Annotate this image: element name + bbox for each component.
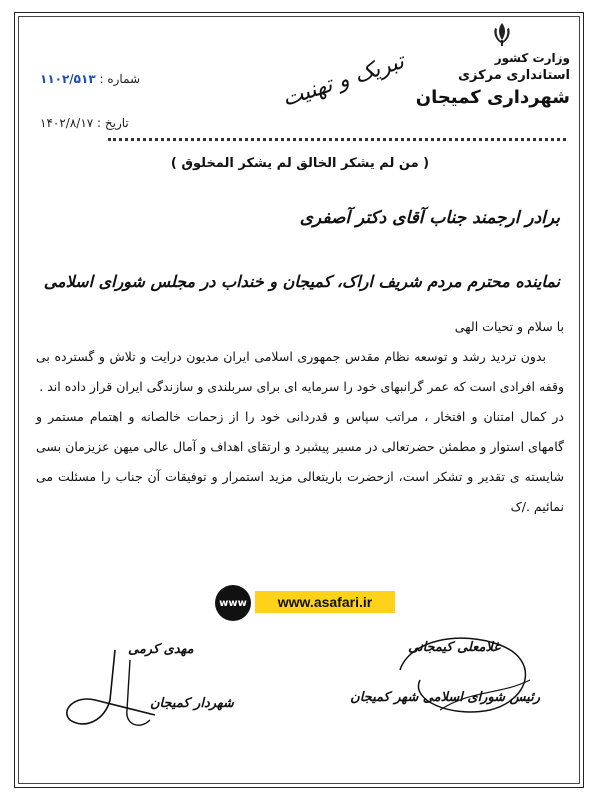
- letter-date: [40, 116, 129, 130]
- watermark: [205, 585, 405, 621]
- watermark-site: www.asafari.ir: [255, 591, 395, 613]
- right-signature-scribble-icon: [380, 630, 550, 720]
- greeting: با سلام و تحیات الهی: [454, 319, 564, 334]
- handwritten-stamp: تبریک و تهنیت: [279, 49, 408, 112]
- dotted-divider: [108, 138, 566, 141]
- number-value: ۱۱۰۲/۵۱۳: [40, 72, 96, 86]
- recipient-line2: نماینده محترم مردم شریف اراک، کمیجان و خنداب در مجلس شورای اسلامی: [43, 272, 560, 291]
- letter-body: [36, 312, 564, 522]
- governorate-name: استانداری مرکزی: [458, 68, 570, 83]
- watermark-circle: www: [215, 585, 251, 621]
- paragraph-1: بدون تردید رشد و توسعه نظام مقدس جمهوری اسلامی ایران مدیون درایت و تلاش و گسترده بی وقفه افرادی است که عمر گرانبهای خود را سرمایه ای برای سربلندی و سازندگی ایران قرار داده اند .: [36, 349, 564, 394]
- paragraph-2: در کمال امتنان و افتخار ، مراتب سپاس و قدردانی خود را از زحمات خالصانه و اهتمام مستمر و گامهای استوار و مطمئن حضرتعالی در مسیر پیشبرد و ارتقای اهداف و آمال عالی میهن عزیزمان بسی شایسته ی تقدیر و تشکر است، ازحضرت باریتعالی مزید استمرار و توفیقات آن جناب را مسئلت می نمائیم ./ک: [36, 409, 564, 514]
- date-label: تاریخ :: [97, 116, 129, 130]
- ministry-name: وزارت کشور: [494, 51, 570, 65]
- number-label: شماره :: [99, 72, 141, 86]
- opening-quote: ( من لم یشکر الخالق لم یشکر المخلوق ): [170, 156, 430, 171]
- right-signature-title: رئیس شورای اسلامی شهر کمیجان: [350, 690, 540, 705]
- date-value: ۱۴۰۲/۸/۱۷: [40, 116, 94, 130]
- iran-emblem-icon: [488, 20, 516, 48]
- letter-number: [40, 72, 140, 86]
- municipality-name: شهرداری کمیجان: [415, 87, 570, 108]
- letterhead: [416, 50, 570, 110]
- left-signature-title: شهردار کمیجان: [150, 696, 234, 711]
- right-signature-name: غلامعلی کیمجانی: [408, 640, 500, 655]
- left-signature-scribble-icon: [55, 640, 175, 740]
- recipient-line1: برادر ارجمند جناب آقای دکتر آصفری: [299, 208, 560, 228]
- left-signature-name: مهدی کرمی: [128, 642, 194, 657]
